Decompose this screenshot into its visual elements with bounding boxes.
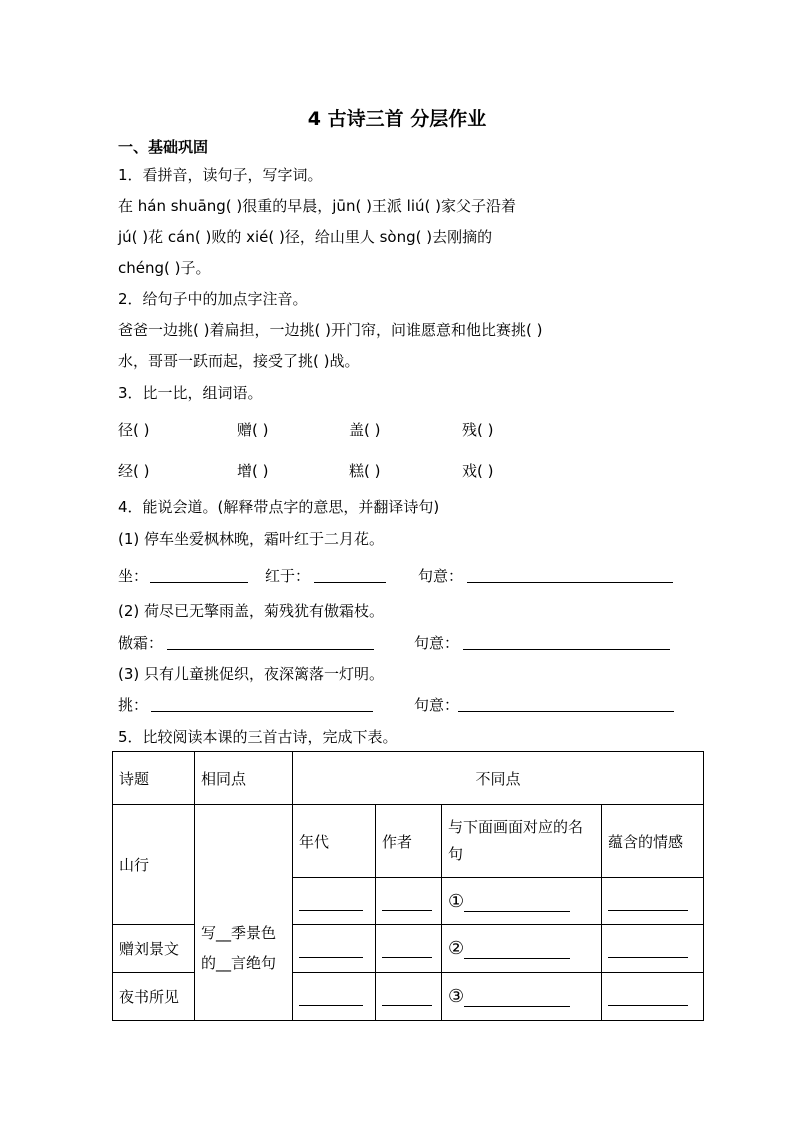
header-poem-title: 诗题 — [113, 752, 195, 805]
q3-word: 糕( ) — [349, 462, 381, 480]
answer-cell[interactable] — [442, 973, 602, 1021]
q3-word: 经( ) — [118, 462, 150, 480]
header-similarity: 相同点 — [195, 752, 293, 805]
q4-poem-line: (1) 停车坐爱枫林晚，霜叶红于二月花。 — [118, 530, 385, 548]
answer-cell[interactable] — [293, 925, 376, 973]
q3-word: 增( ) — [237, 462, 269, 480]
marker: ② — [448, 938, 465, 959]
q1-label: 1．看拼音，读句子，写字词。 — [118, 166, 323, 184]
poem-title-cell: 赠刘景文 — [113, 925, 195, 973]
answer-line[interactable] — [151, 711, 373, 712]
q2-label: 2．给句子中的加点字注音。 — [118, 290, 308, 308]
answer-field-label: 挑： — [118, 696, 149, 714]
section-heading: 一、基础巩固 — [118, 138, 209, 156]
q1-line3: chéng( )子。 — [118, 259, 211, 277]
answer-cell[interactable] — [293, 973, 376, 1021]
answer-cell[interactable] — [602, 925, 704, 973]
similarity-text: 的__言绝句 — [201, 953, 277, 972]
q2-line1: 爸爸一边挑( )着扁担，一边挑( )开门帘，问谁愿意和他比赛挑( ) — [118, 321, 543, 339]
answer-cell[interactable] — [442, 878, 602, 925]
answer-field-label: 句意： — [414, 696, 460, 714]
q3-word: 径( ) — [118, 421, 150, 439]
answer-cell[interactable] — [376, 878, 442, 925]
answer-field-label: 傲霜： — [118, 634, 164, 652]
answer-cell[interactable] — [293, 878, 376, 925]
subheader-author: 作者 — [376, 805, 442, 878]
similarity-text: 写__季景色 — [201, 923, 277, 942]
answer-cell[interactable] — [376, 925, 442, 973]
q3-label: 3．比一比，组词语。 — [118, 384, 263, 402]
answer-line[interactable] — [467, 582, 673, 583]
q3-word: 残( ) — [462, 421, 494, 439]
answer-line[interactable] — [314, 582, 386, 583]
subheader-era: 年代 — [293, 805, 376, 878]
q3-word: 戏( ) — [462, 462, 494, 480]
subheader-famous-line: 与下面画面对应的名句 — [442, 805, 602, 878]
marker: ③ — [448, 986, 465, 1007]
answer-field-label: 句意： — [418, 567, 464, 585]
answer-field-label: 坐： — [118, 567, 149, 585]
answer-cell[interactable] — [602, 973, 704, 1021]
answer-line[interactable] — [150, 582, 248, 583]
answer-cell[interactable] — [602, 878, 704, 925]
answer-cell[interactable] — [442, 925, 602, 973]
poem-title-cell: 山行 — [113, 805, 195, 925]
q4-poem-line: (3) 只有儿童挑促织，夜深篱落一灯明。 — [118, 665, 385, 683]
q1-line1: 在 hán shuāng( )很重的早晨，jūn( )王派 liú( )家父子沿着 — [118, 197, 516, 215]
answer-field-label: 句意： — [414, 634, 460, 652]
answer-cell[interactable] — [376, 973, 442, 1021]
answer-line[interactable] — [458, 711, 674, 712]
q4-label: 4．能说会道。(解释带点字的意思，并翻译诗句) — [118, 498, 440, 516]
comparison-table — [112, 751, 704, 1021]
header-differences: 不同点 — [293, 752, 704, 805]
similarity-cell — [195, 805, 293, 1021]
q3-word: 赠( ) — [237, 421, 269, 439]
q1-line2: jú( )花 cán( )败的 xié( )径，给山里人 sòng( )去刚摘的 — [118, 228, 493, 246]
q3-word: 盖( ) — [349, 421, 381, 439]
page-title: 4 古诗三首 分层作业 — [307, 108, 487, 130]
answer-line[interactable] — [167, 649, 374, 650]
poem-title-cell: 夜书所见 — [113, 973, 195, 1021]
q5-label: 5．比较阅读本课的三首古诗，完成下表。 — [118, 728, 398, 746]
q4-poem-line: (2) 荷尽已无擎雨盖，菊残犹有傲霜枝。 — [118, 602, 385, 620]
subheader-emotion: 蕴含的情感 — [602, 805, 704, 878]
marker: ① — [448, 890, 465, 912]
q2-line2: 水，哥哥一跃而起，接受了挑( )战。 — [118, 352, 360, 370]
answer-field-label: 红于： — [265, 567, 311, 585]
answer-line[interactable] — [463, 649, 670, 650]
